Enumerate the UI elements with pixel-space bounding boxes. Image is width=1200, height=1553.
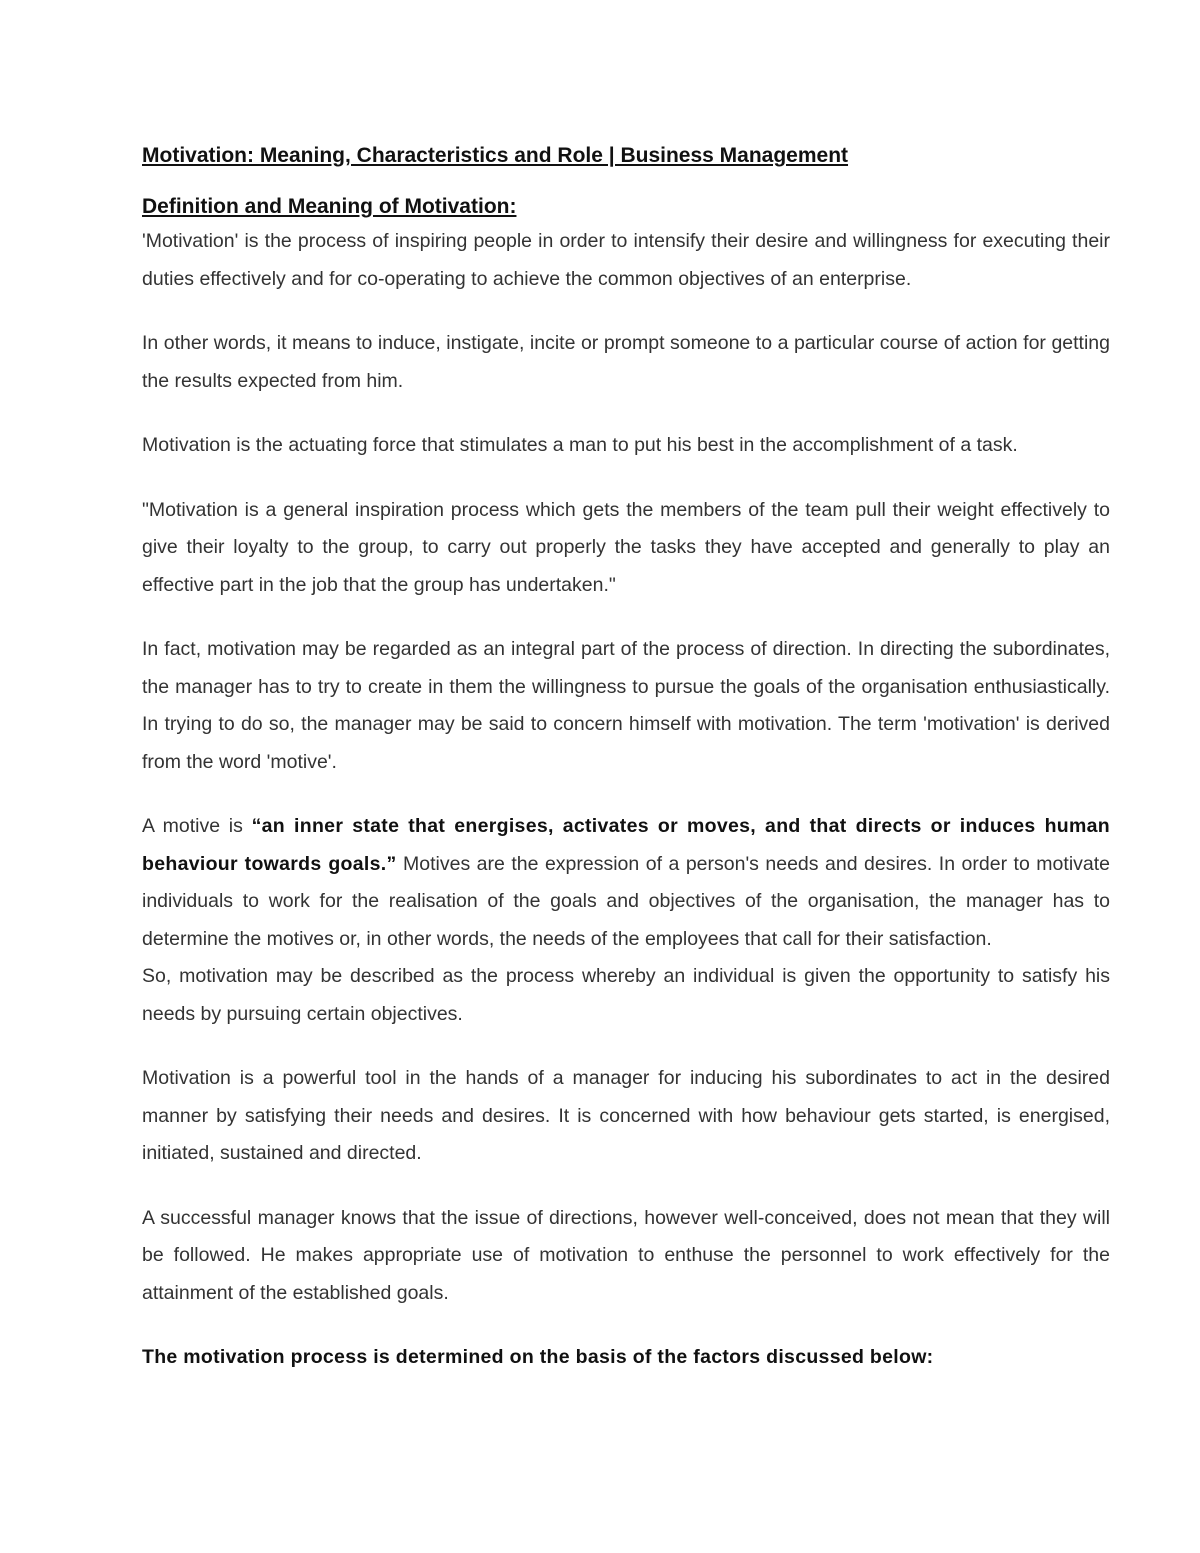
- motive-definition-bold: “an inner state that energises, activates or moves, and that directs or induces human behaviour towards goals.”: [142, 815, 1110, 875]
- motive-lead-text: A motive is: [142, 815, 252, 837]
- paragraph-quote: "Motivation is a general inspiration process which gets the members of the team pull their weight effectively to give their loyalty to the group, to carry out properly the tasks they have accepted and generally to play an effective part in the job that the group has undertaken.": [142, 498, 1110, 596]
- paragraph-definition: 'Motivation' is the process of inspiring people in order to intensify their desire and willingness for executing their duties effectively and for co-operating to achieve the common objectives of an enterprise.: [142, 230, 1110, 290]
- paragraph-described-as: So, motivation may be described as the process whereby an individual is given the opportunity to satisfy his needs by pursuing certain objectives.: [142, 965, 1110, 1025]
- paragraph-successful-manager: A successful manager knows that the issue of directions, however well-conceived, does not mean that they will be followed. He makes appropriate use of motivation to enthuse the personnel to work effectively for the attainment of the established goals.: [142, 1206, 1110, 1304]
- motive-rest-text: Motives are the expression of a person's needs and desires. In order to motivate individuals to work for the realisation of the goals and objectives of the organisation, the manager has to determine the motives or, in other words, the needs of the employees that call for their satisfaction.: [142, 852, 1111, 950]
- paragraph-actuating-force: Motivation is the actuating force that stimulates a man to put his best in the accomplishment of a task.: [142, 434, 1018, 456]
- paragraph-motive: [142, 808, 1110, 958]
- section-heading-definition: Definition and Meaning of Motivation:: [142, 195, 517, 218]
- document-page: [142, 140, 1110, 1377]
- paragraph-direction: In fact, motivation may be regarded as an integral part of the process of direction. In directing the subordinates, the manager has to try to create in them the willingness to pursue the goals of the organisation enthusiastically. In trying to do so, the manager may be said to concern himself with motivation. The term 'motivation' is derived from the word 'motive'.: [142, 638, 1110, 773]
- document-title: Motivation: Meaning, Characteristics and Role | Business Management: [142, 144, 849, 167]
- closing-heading: The motivation process is determined on the basis of the factors discussed below:: [142, 1346, 934, 1368]
- paragraph-other-words: In other words, it means to induce, instigate, incite or prompt someone to a particular course of action for getting the results expected from him.: [142, 332, 1110, 392]
- paragraph-powerful-tool: Motivation is a powerful tool in the hands of a manager for inducing his subordinates to act in the desired manner by satisfying their needs and desires. It is concerned with how behaviour gets started, is energised, initiated, sustained and directed.: [142, 1067, 1110, 1164]
